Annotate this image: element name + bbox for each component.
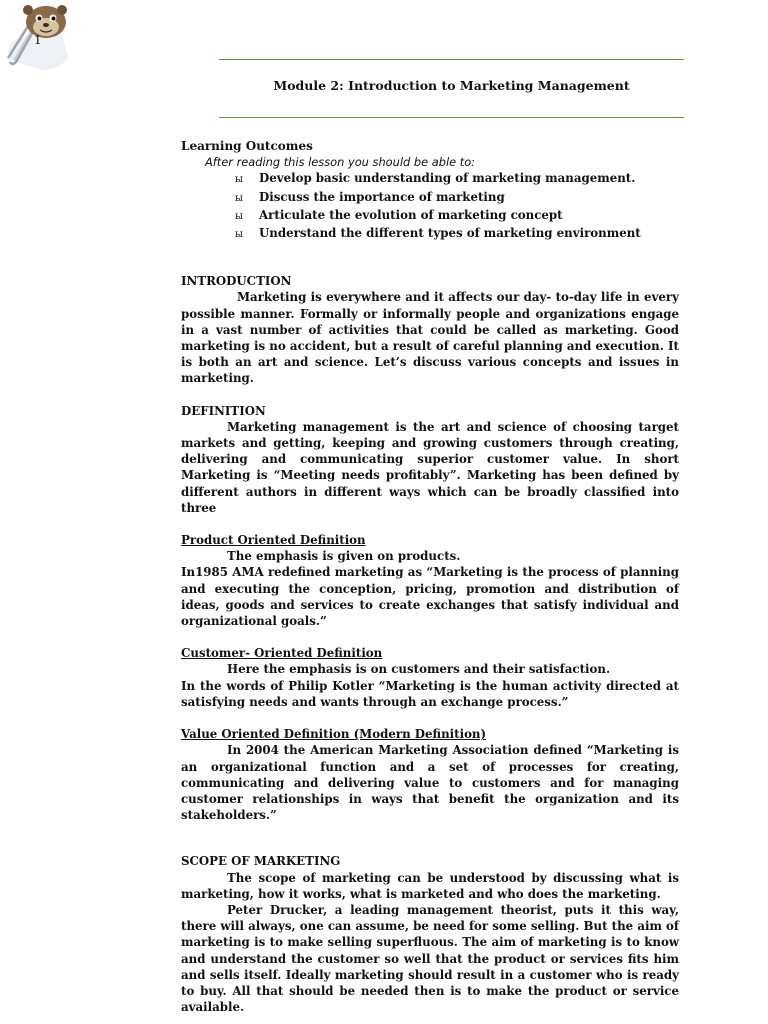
introduction-heading: INTRODUCTION [181,274,292,289]
product-oriented-body: In1985 AMA redefined marketing as “Marketing is the process of planning and executing the conception, pricing, promotion and distribution of ideas, goods and services to create exchanges that satisfy individual and organizational goals.” [181,565,679,629]
definition-body: Marketing management is the art and science of choosing target markets and getting, keeping and growing customers through creating, delivering and communicating superior customer value. In short Marketing is “Meeting needs profitably”. Marketing has been defined by different authors in different ways which can be broadly classified into three [181,419,679,515]
list-item: ы Understand the different types of marketing environment [235,225,679,243]
scope-paragraph-2: Peter Drucker, a leading management theorist, puts it this way, there will always, one can assume, be need for some selling. But the aim of marketing is to make selling superfluous. The aim of marketing is to know and understand the customer so well that the product or services fits him and sells itself. Ideally marketing should result in a customer who is ready to buy. All that should be needed then is to make the product or service available. [181,902,679,1015]
scope-paragraph-1: The scope of marketing can be understood by discussing what is marketing, how it works, what is marketed and who does the marketing. [181,870,679,901]
value-oriented-heading: Value Oriented Definition (Modern Definition) [181,727,487,742]
list-item: ы Develop basic understanding of marketing management. [235,170,679,188]
header-rule-top [219,59,684,60]
definition-heading: DEFINITION [181,403,266,418]
module-title: Module 2: Introduction to Marketing Management [273,78,630,93]
list-item: ы Discuss the importance of marketing [235,189,679,207]
list-item: ы Articulate the evolution of marketing concept [235,207,679,225]
otter-logo [2,0,92,80]
bullet-icon: ы [235,192,243,204]
learning-outcomes-intro: After reading this lesson you should be able to: [205,155,476,170]
bullet-icon: ы [235,210,243,222]
scope-heading: SCOPE OF MARKETING [181,854,341,869]
customer-oriented-body: In the words of Philip Kotler “Marketing is the human activity directed at satisfying needs and wants through an exchange process.” [181,678,679,709]
bullet-icon: ы [235,174,243,186]
page-number: 1 [34,33,42,47]
customer-oriented-lead: Here the emphasis is on customers and their satisfaction. [227,662,611,677]
value-oriented-body: In 2004 the American Marketing Association defined “Marketing is an organizational function and a set of processes for creating, communicating and delivering value to customers and for managing customer relationships in ways that benefit the organization and its stakeholders.” [181,743,679,823]
customer-oriented-heading: Customer- Oriented Definition [181,646,383,661]
product-oriented-lead: The emphasis is given on products. [227,549,461,564]
learning-outcomes-list [181,170,679,243]
bullet-icon: ы [235,229,243,241]
learning-outcomes-title: Learning Outcomes [181,139,313,153]
header-rule-bottom [219,117,684,118]
product-oriented-heading: Product Oriented Definition [181,533,366,548]
introduction-body: Marketing is everywhere and it affects our day- to-day life in every possible manner. Formally or informally people and organizations engage in a vast number of activities that could be called as marketing. Good marketing is no accident, but a result of careful planning and execution. It is both an art and science. Let’s discuss various concepts and issues in marketing. [181,290,679,386]
document-body [181,138,679,1015]
